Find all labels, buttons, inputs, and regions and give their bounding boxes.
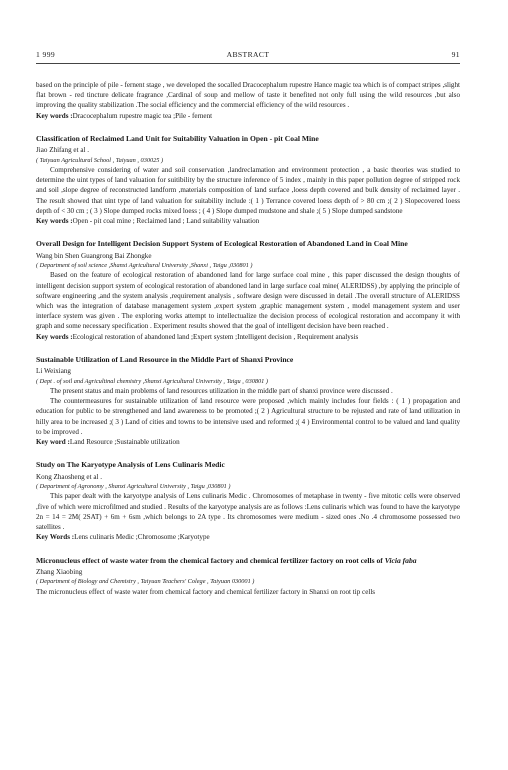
abstract-paragraph: The micronucleus effect of waste water from chemical factory and chemical fertilizer factory in Shanxi on root tip cells bbox=[36, 587, 376, 596]
article-authors: Jiao Zhifang et al . bbox=[36, 146, 89, 155]
article-authors: Kong Zhaosheng et al . bbox=[36, 472, 102, 481]
keywords: Key words :Open - pit coal mine ; Reclaimed land ; Land suitability valuation bbox=[36, 217, 260, 226]
article-title: Classification of Reclaimed Land Unit for Suitability Valuation in Open - pit Coal Mine bbox=[36, 133, 319, 143]
article-affiliation: ( Taiyuan Agricultural School , Taiyuan , 030025 ) bbox=[36, 156, 164, 164]
article-affiliation: ( Department of Agronomy , Shanxi Agricultural University , Taigu ,030801 ) bbox=[36, 483, 231, 491]
article-authors: Li Weixiang bbox=[36, 367, 71, 376]
article-affiliation: ( Department of soil science ,Shanxi Agricultural University ,Shanxi , Taigu ,030801 ) bbox=[36, 262, 253, 270]
abstract-body bbox=[36, 80, 460, 597]
article bbox=[36, 239, 460, 342]
abstract-paragraph: The countermeasures for sustainable utilization of land resource were proposed ,which mainly includes four fields : ( 1 ) propagation and education for public to be strengthened and land awareness to be promoted ;( 2 ) Agricultural structure to be rejusted and rate of land utilization in hilly area to be increased ;( 3 ) Land of cities and towns to be intensive used and reformed ;( 4 ) Environmental control to be valued and land quality to be improved . bbox=[36, 397, 460, 436]
abstract-paragraph: The present status and main problems of land resources utilization in the middle part of shanxi province were discussed . bbox=[50, 387, 393, 396]
keywords: Key Words :Lens culinaris Medic ;Chromosome ;Karyotype bbox=[36, 533, 210, 542]
article bbox=[36, 355, 460, 447]
article-authors: Wang bin Shen Guangrong Bai Zhongke bbox=[36, 251, 152, 260]
running-header bbox=[36, 50, 460, 64]
species-name: Vicia faba bbox=[384, 555, 417, 565]
keywords: Key words :Dracocephalum rupestre magic tea ;Pile - fernent bbox=[36, 111, 213, 120]
article bbox=[36, 134, 460, 226]
article bbox=[36, 556, 460, 597]
continued-abstract: based on the principle of pile - fernent stage , we developed the socalled Dracocephalum rupestre Hance magic tea which is of compact stripes ,slight flat brown - red tincture delicate fragrance ,Cardinal of soup and mellow of taste it benefited not only full using the wild resources ,but also improving the quality stabilization .The social efficiency and the commercial efficiency of the wild resources . bbox=[36, 81, 460, 110]
article-title: Micronucleus effect of waste water from the chemical factory and chemical fertilizer factory on root cells of Vicia faba bbox=[36, 555, 417, 565]
article-title: Study on The Karyotype Analysis of Lens Culinaris Medic bbox=[36, 460, 225, 470]
header-section: ABSTRACT bbox=[226, 50, 270, 59]
header-page-number: 91 bbox=[451, 50, 460, 59]
header-rule bbox=[36, 63, 460, 64]
article bbox=[36, 460, 460, 542]
article-authors: Zhang Xiaobing bbox=[36, 568, 83, 577]
article-title: Sustainable Utilization of Land Resource in the Middle Part of Shanxi Province bbox=[36, 354, 294, 364]
abstract-paragraph: This paper dealt with the karyotype analysis of Lens culinaris Medic . Chromosomes of metaphase in twenty - five mitotic cells were observed ,five of which were microfilmed and studied . Results of the karyotype analysis are as follows :Lens culinaris which was found to have the karyotype 2n = 14 = 2M( 2SAT) + 6m + 6sm ,which belongs to 2A type . Its chromosomes were medium - sized ones .No .4 chromosome possessed two satellites . bbox=[36, 492, 460, 532]
abstract-paragraph: Comprehensive considering of water and soil conservation ,landreclamation and environment protection , a basic theories was studied to determine the uint types of land valuation for suitibility by the structure inference of 5 index , mainly in this paper pollution degree of stripped rock and soil ,slope degree of reconstructed landform ,materials composition of land surface ,loess depth covered and bulk density of reclaimed layer . The result showed that uint type of land valuation for suitability include :( 1 ) Terrance covered loess depth of > 80 cm ;( 2 ) Slopecovered loess depth of < 30 cm ; ( 3 ) Slope dumped rocks mixed loess ; ( 4 ) Slope dumped mudstone and shale ;( 5 ) Slope dumped sandstone bbox=[36, 166, 460, 215]
article-affiliation: ( Dept . of soil and Agricultinal chemistry ,Shanxi Agricultural University , Taigu , 030801 ) bbox=[36, 377, 268, 385]
article-affiliation: ( Department of Biology and Chemistry , Taiyuan Teachers' Colege , Taiyuan 030001 ) bbox=[36, 578, 255, 586]
article-title: Overall Design for Intelligent Decision Support System of Ecological Restoration of Abandoned Land in Coal Mine bbox=[36, 239, 408, 249]
keywords: Key words :Ecological restoration of abandoned land ;Expert system ;Intelligent decision , Requirement analysis bbox=[36, 332, 359, 341]
header-year: 1 999 bbox=[36, 50, 56, 59]
keywords: Key word :Land Resource ;Sustainable utilization bbox=[36, 438, 180, 447]
abstract-paragraph: Based on the feature of ecological restoration of abandoned land for large surface coal mine , this paper discussed the design thoughts of intelligent decision support system of ecological restoration of abandoned land in large surface coal mine( ALERIDSS) ,by applying the principle of software engineering ,and the system analysis ,requirement analysis , software design were discussed in detail .The overall structure of ALERIDSS which was the integration of database management system ,expert system ,graphic management system , model management system and user interface system was given . The exploring works attempt to intellectualize the decision process of ecological restoration and accompany it with graph and some necessary specification . Experiment results showed that the goal of intelligent decision have been reached . bbox=[36, 271, 460, 331]
